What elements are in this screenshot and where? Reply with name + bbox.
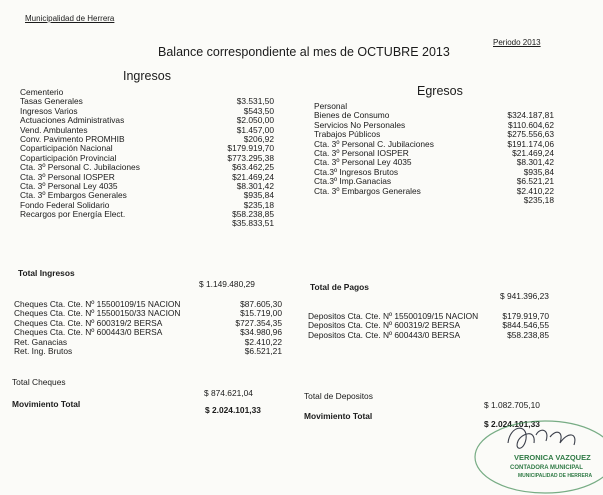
ingresos-row-label: Actuaciones Administrativas xyxy=(20,115,125,126)
depositos-list xyxy=(308,312,549,340)
ingresos-row-value: $179.919,70 xyxy=(227,143,274,154)
cheque-row-value: $2.410,22 xyxy=(244,336,282,347)
egresos-row-label: Cta. 3º Personal C. Jubilaciones xyxy=(314,138,434,149)
ingresos-row-label: Cta. 3º Personal Ley 4035 xyxy=(20,180,118,191)
cheque-row-value: $6.521,21 xyxy=(244,345,282,356)
egresos-row-value: $275.556,63 xyxy=(507,129,554,140)
ingresos-row-value: $206,92 xyxy=(243,133,274,144)
ingresos-row-label: Recargos por Energía Elect. xyxy=(20,209,126,220)
ingresos-row-value: $8.301,42 xyxy=(236,180,274,191)
cheque-row-label: Cheques Cta. Cte. Nº 15500109/15 NACION xyxy=(14,299,181,309)
deposito-row-value: $844.546,55 xyxy=(502,320,549,331)
total-cheques-label: Total Cheques xyxy=(12,377,66,387)
egresos-row xyxy=(314,196,554,205)
cheque-row-label: Ret. Ing. Brutos xyxy=(14,345,73,356)
period-label: Periodo 2013 xyxy=(493,38,541,47)
egresos-row xyxy=(314,187,554,196)
egresos-row-label: Cta. 3º Personal IOSPER xyxy=(314,147,409,158)
cheque-row-label: Cheques Cta. Cte. Nº 15500150/33 NACION xyxy=(14,308,181,319)
ingresos-list xyxy=(20,88,274,229)
movimiento-ingresos-label: Movimiento Total xyxy=(12,399,81,409)
cheque-row xyxy=(14,347,282,356)
deposito-row-value: $179.919,70 xyxy=(502,311,549,321)
cheques-list xyxy=(14,300,282,356)
egresos-row-value: $235,18 xyxy=(523,194,554,205)
egresos-row-label: Servicios No Personales xyxy=(314,119,406,130)
ingresos-row xyxy=(20,219,274,228)
document-title: Balance correspondiente al mes de OCTUBRE 2013 xyxy=(158,45,450,59)
ingresos-row-value: $58.238,85 xyxy=(232,209,274,220)
egresos-row-value: $110.604,62 xyxy=(508,119,554,130)
movimiento-egresos-label: Movimiento Total xyxy=(304,411,373,421)
egresos-row-value: $324.187,81 xyxy=(507,110,554,121)
ingresos-row-label: Tasas Generales xyxy=(20,96,83,107)
egresos-row-label: Trabajos Públicos xyxy=(314,129,381,140)
egresos-row-value: $2.410,22 xyxy=(516,185,554,196)
total-depositos-label: Total de Depositos xyxy=(304,391,373,401)
cheque-row-value: $727.354,35 xyxy=(235,317,282,328)
ingresos-title: Ingresos xyxy=(123,69,171,83)
egresos-title: Egresos xyxy=(417,84,463,98)
ingresos-row-value: $235,18 xyxy=(243,199,274,210)
deposito-row xyxy=(308,331,549,340)
ingresos-row-label: Conv. Pavimento PROMHIB xyxy=(20,133,125,144)
egresos-row-value: $21.469,24 xyxy=(512,147,554,158)
ingresos-row-value: $21.469,24 xyxy=(232,171,274,182)
ingresos-row-value: $2.050,00 xyxy=(236,115,274,126)
ingresos-row-label: Coparticipación Nacional xyxy=(20,143,113,154)
cheque-row-label: Cheques Cta. Cte. Nº 600443/0 BERSA xyxy=(14,327,163,338)
cheque-row-value: $87.605,30 xyxy=(240,299,282,309)
egresos-row-label: Bienes de Consumo xyxy=(314,110,390,121)
egresos-row-label: Cta. 3º Embargos Generales xyxy=(314,185,421,196)
cheque-row-label: Ret. Ganacias xyxy=(14,336,68,347)
egresos-row-value: $191.174,06 xyxy=(507,138,554,149)
ingresos-row-label: Ingresos Varios xyxy=(20,105,78,116)
ingresos-row-label: Vend. Ambulantes xyxy=(20,124,88,135)
total-pagos-label: Total de Pagos xyxy=(310,282,369,292)
ingresos-row-value: $1.457,00 xyxy=(236,124,274,135)
egresos-list xyxy=(314,102,554,205)
municipality-header: Municipalidad de Herrera xyxy=(25,14,115,23)
egresos-row-value: $8.301,42 xyxy=(516,157,554,168)
deposito-row-label: Depositos Cta. Cte. Nº 15500109/15 NACION xyxy=(308,311,479,321)
total-ingresos-label: Total Ingresos xyxy=(18,268,75,278)
egresos-row-value: $6.521,21 xyxy=(516,176,554,187)
ingresos-row-label: Cta. 3º Personal C. Jubilaciones xyxy=(20,162,140,173)
ingresos-row-value: $35.833,51 xyxy=(232,218,274,229)
ingresos-row-value: $3.531,50 xyxy=(236,96,274,107)
movimiento-egresos-value: $ 2.024.101,33 xyxy=(484,419,540,429)
stamp-municipality: MUNICIPALIDAD DE HERRERA xyxy=(518,473,593,479)
total-ingresos-value: $ 1.149.480,29 xyxy=(199,279,255,289)
ingresos-row-label: Coparticipación Provincial xyxy=(20,152,117,163)
movimiento-ingresos-value: $ 2.024.101,33 xyxy=(205,405,261,415)
cheque-row-value: $34.980,96 xyxy=(240,327,282,338)
deposito-row-value: $58.238,85 xyxy=(507,329,549,340)
ingresos-row-value: $935,84 xyxy=(243,190,274,201)
total-cheques-value: $ 874.621,04 xyxy=(204,388,253,398)
total-pagos-value: $ 941.396,23 xyxy=(500,291,549,301)
ingresos-row-label: Cementerio xyxy=(20,87,64,97)
cheque-row-label: Cheques Cta. Cte. Nº 600319/2 BERSA xyxy=(14,317,163,328)
deposito-row-label: Depositos Cta. Cte. Nº 600319/2 BERSA xyxy=(308,320,461,331)
total-depositos-value: $ 1.082.705,10 xyxy=(484,400,540,410)
cheque-row-value: $15.719,00 xyxy=(240,308,282,319)
ingresos-row-value: $63.462,25 xyxy=(232,162,274,173)
ingresos-row-label: Fondo Federal Solidario xyxy=(20,199,110,210)
ingresos-row-value: $773.295,38 xyxy=(227,152,274,163)
stamp-title: CONTADORA MUNICIPAL xyxy=(510,465,583,471)
ingresos-row-label: Cta. 3º Embargos Generales xyxy=(20,190,127,201)
egresos-row-value: $935,84 xyxy=(523,166,554,177)
stamp-name: VERONICA VAZQUEZ xyxy=(514,453,591,462)
ingresos-row-label: Cta. 3º Personal IOSPER xyxy=(20,171,115,182)
egresos-row-label: Personal xyxy=(314,101,348,111)
egresos-row-label: Cta.3º Imp.Ganacias xyxy=(314,176,392,187)
accountant-stamp-seal xyxy=(470,405,603,495)
deposito-row-label: Depositos Cta. Cte. Nº 600443/0 BERSA xyxy=(308,329,461,340)
egresos-row-label: Cta. 3º Personal Ley 4035 xyxy=(314,157,412,168)
ingresos-row-value: $543,50 xyxy=(243,105,274,116)
egresos-row-label: Cta.3º Ingresos Brutos xyxy=(314,166,399,177)
